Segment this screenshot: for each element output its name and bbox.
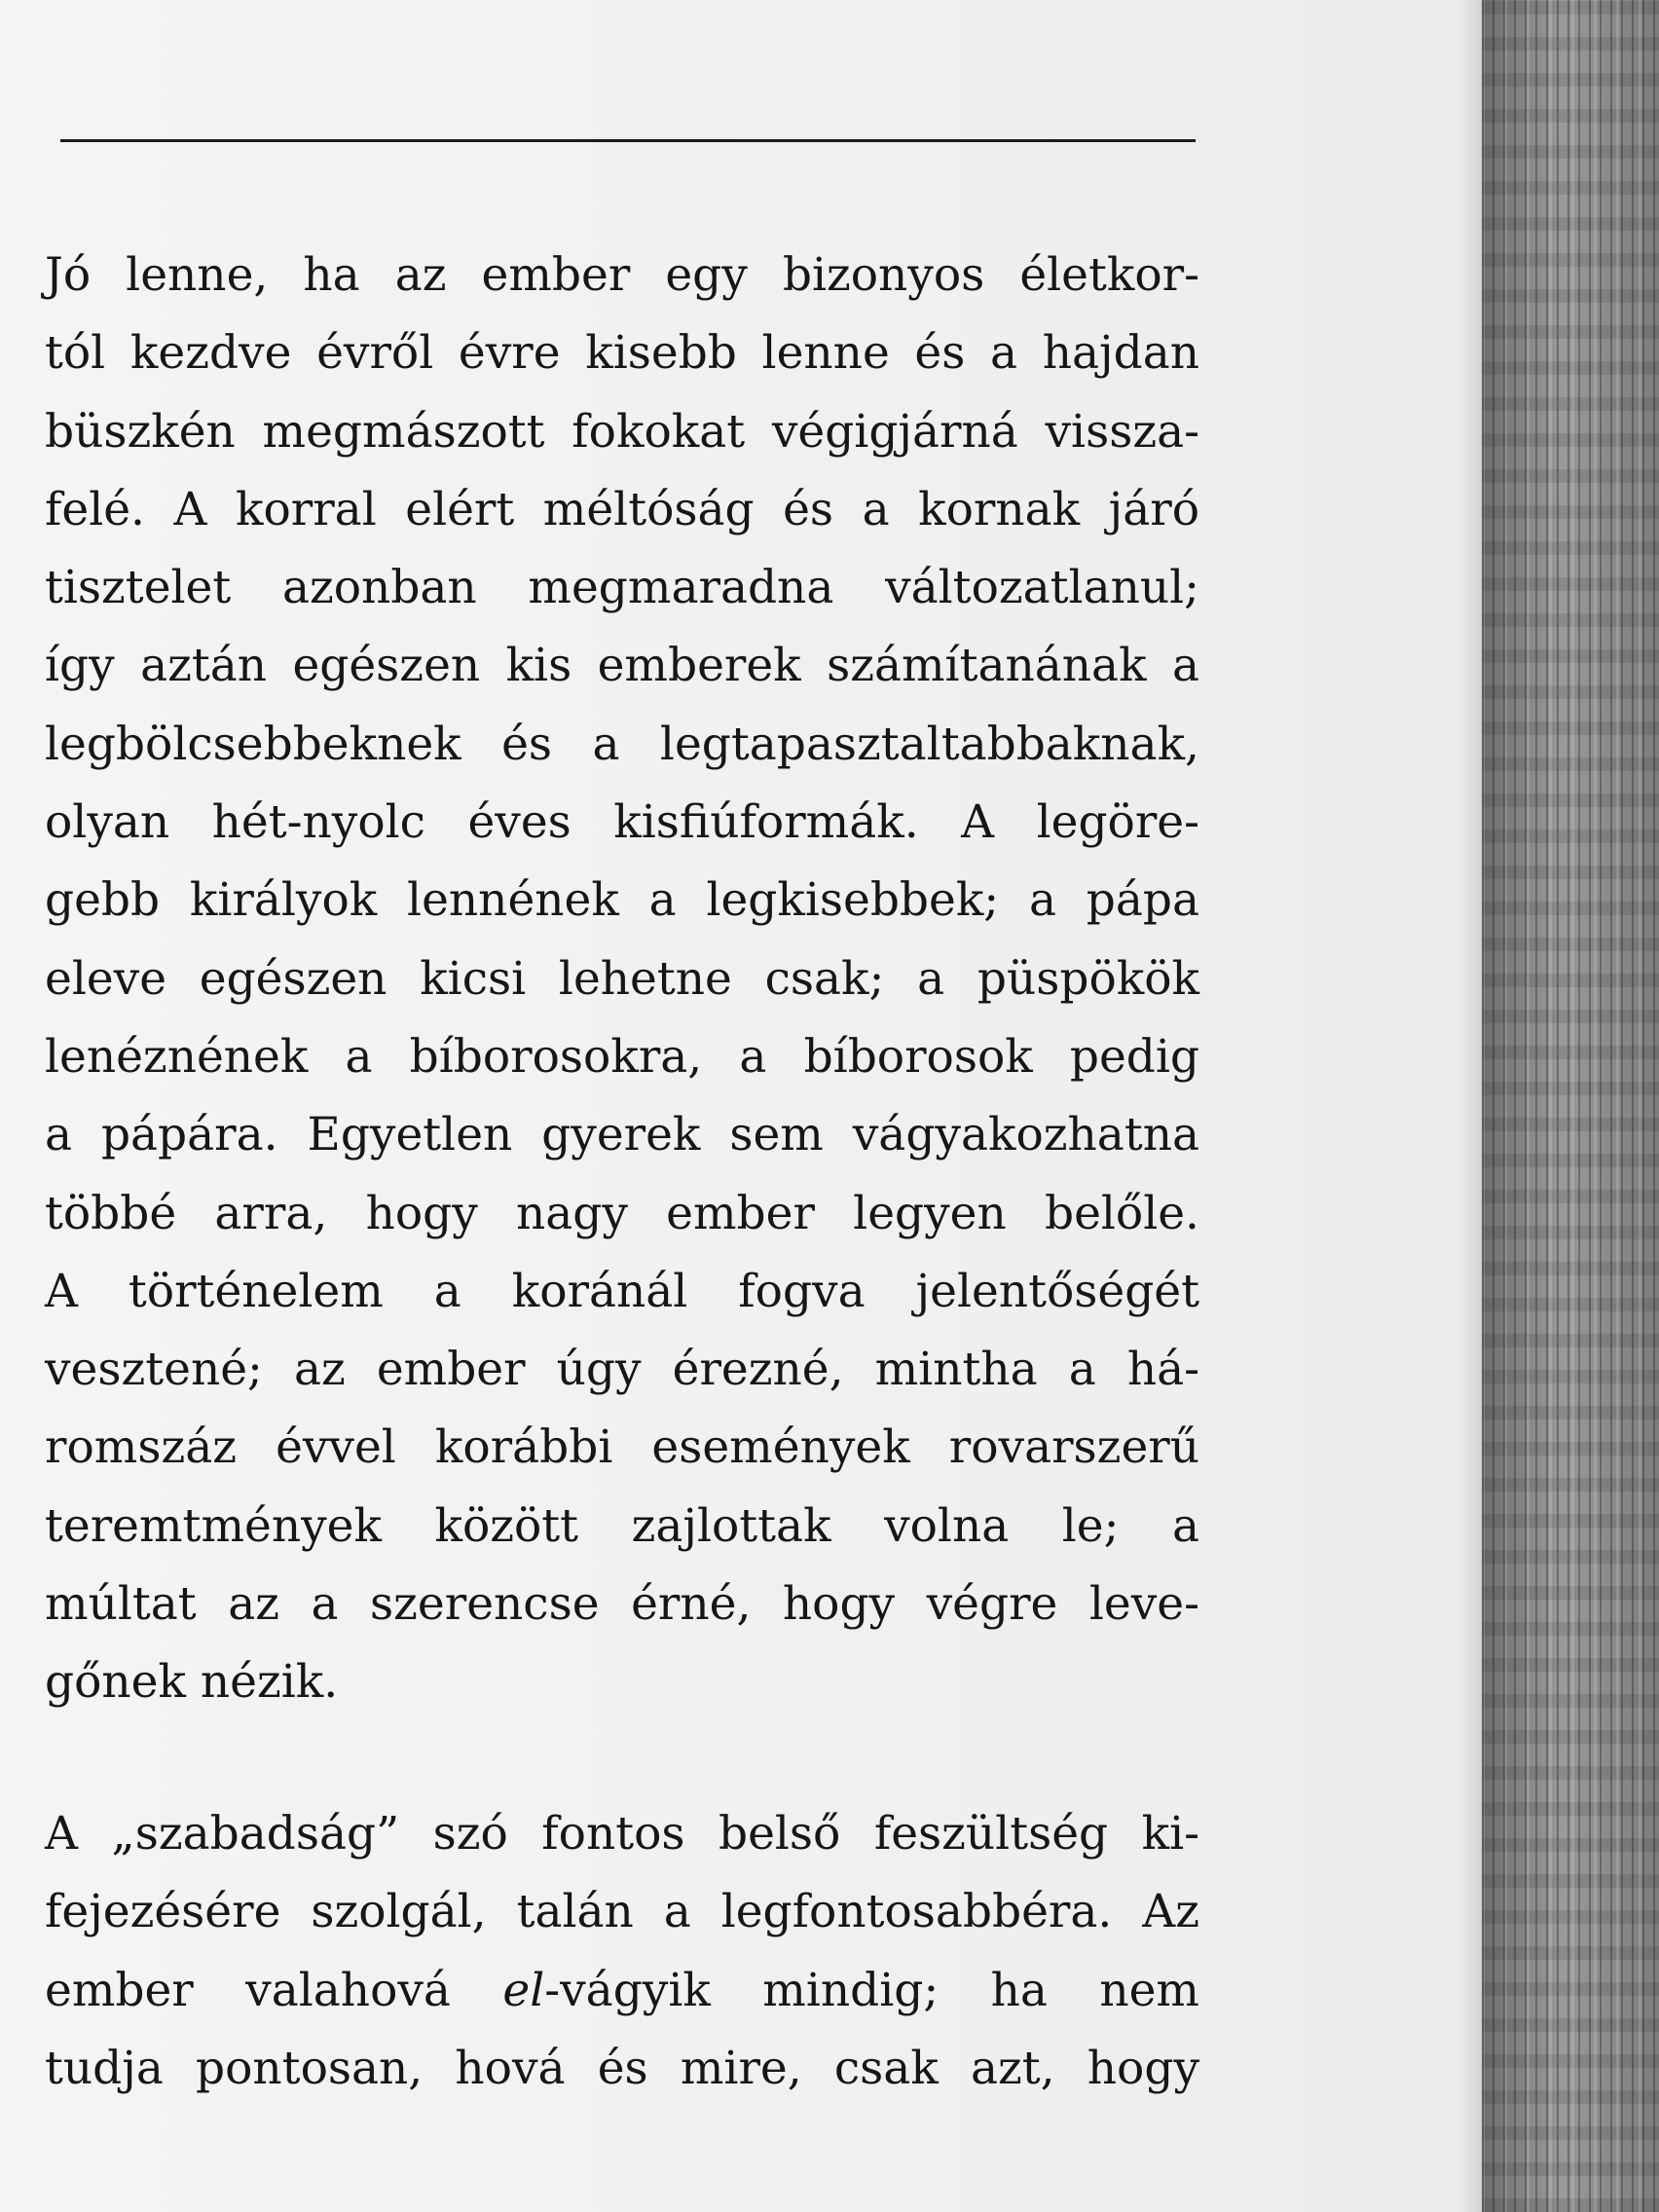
text-line: múltat az a szerencse érné, hogy végre leve-: [45, 1577, 1199, 1632]
text-line: [45, 1952, 1199, 2030]
text-line: gebb királyok lennének a legkisebbek; a pápa: [45, 873, 1199, 928]
text-line: fejezésére szolgál, talán a legfontosabbéra. Az: [45, 1885, 1199, 1939]
text-line: büszkén megmászott fokokat végigjárná vissza-: [45, 404, 1199, 459]
text-line: olyan hét-nyolc éves kisfiúformák. A legöre-: [45, 795, 1199, 850]
paragraph-2: [45, 1795, 1199, 2108]
text-line: gőnek nézik.: [45, 1655, 339, 1710]
text-segment: ember valahová: [45, 1963, 503, 2017]
text-line: a pápára. Egyetlen gyerek sem vágyakozhatna: [45, 1108, 1199, 1162]
text-line: tól kezdve évről évre kisebb lenne és a hajdan: [45, 326, 1199, 381]
text-line: A „szabadság” szó fontos belső feszültség ki-: [45, 1807, 1199, 1861]
text-line: A történelem a koránál fogva jelentőségét: [45, 1264, 1199, 1318]
text-line: Jó lenne, ha az ember egy bizonyos életkor-: [45, 248, 1199, 302]
text-line: teremtmények között zajlottak volna le; a: [45, 1498, 1199, 1553]
text-line: lenéznének a bíborosokra, a bíborosok pedig: [45, 1029, 1199, 1084]
text-line: legbölcsebbeknek és a legtapasztaltabbaknak,: [45, 717, 1199, 771]
text-line: vesztené; az ember úgy érezné, mintha a há-: [45, 1343, 1199, 1397]
header-rule: [60, 139, 1196, 142]
text-segment: -vágyik mindig; ha nem: [544, 1963, 1199, 2017]
text-line: tisztelet azonban megmaradna változatlanul;: [45, 561, 1199, 615]
wooden-surface: [1482, 0, 1659, 2212]
text-line: így aztán egészen kis emberek számítanának a: [45, 639, 1199, 693]
text-line: eleve egészen kicsi lehetne csak; a püspökök: [45, 951, 1199, 1006]
text-line: romszáz évvel korábbi események rovarszerű: [45, 1420, 1199, 1475]
text-line: tudja pontosan, hová és mire, csak azt, hogy: [45, 2041, 1199, 2095]
text-line: felé. A korral elért méltóság és a kornak járó: [45, 482, 1199, 536]
paragraph-1: [45, 237, 1199, 1722]
text-line: többé arra, hogy nagy ember legyen belőle.: [45, 1186, 1199, 1240]
page-edge-shadow: [1458, 0, 1482, 2212]
emphasized-word: el: [502, 1963, 545, 2017]
